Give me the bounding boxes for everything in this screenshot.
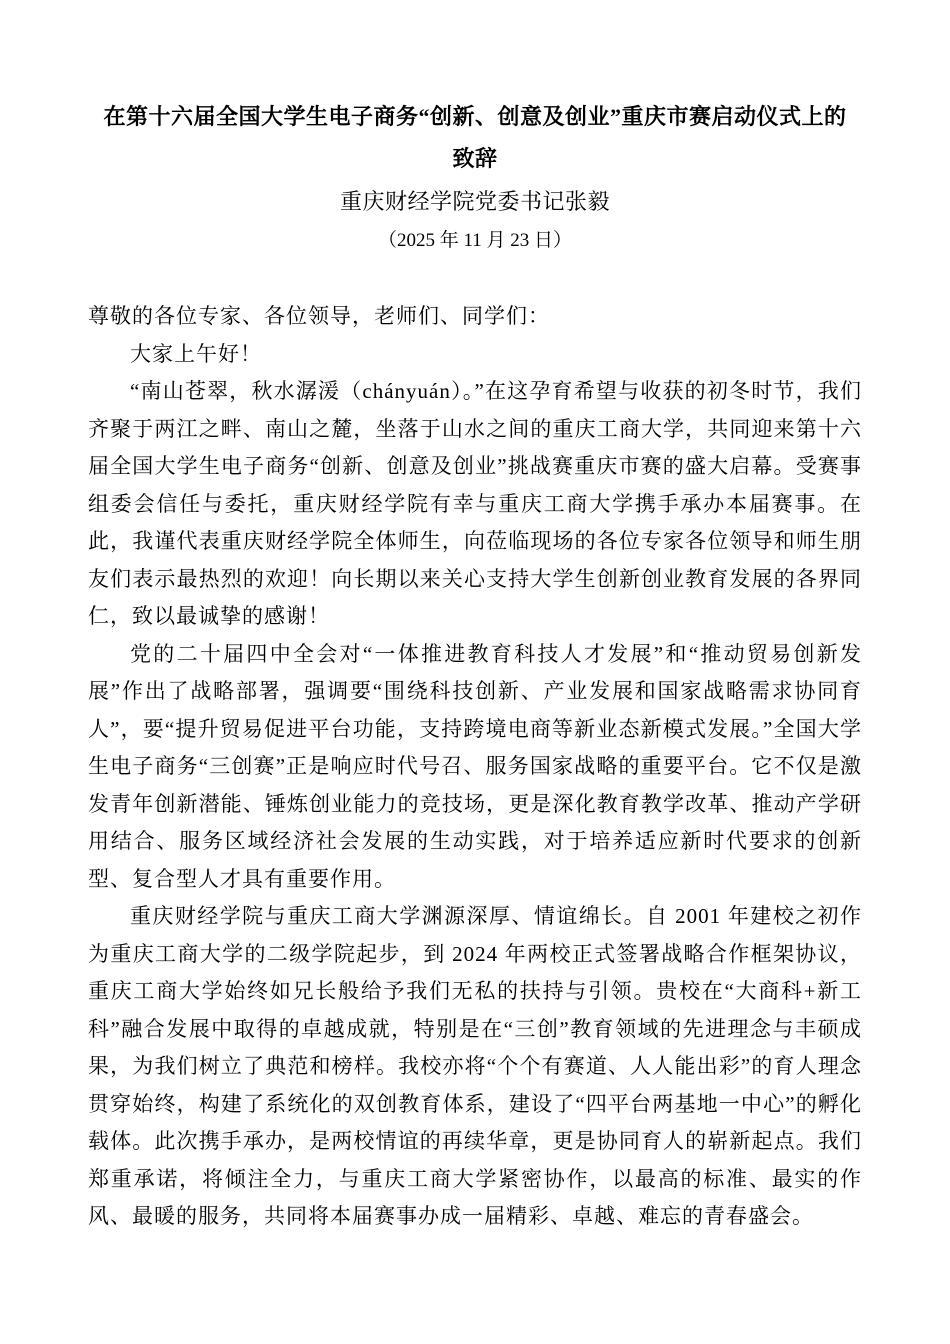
paragraph-opening-welcome: “南山苍翠，秋水潺湲（chányuán）。”在这孕育希望与收获的初冬时节，我们齐聚于两江之畔、南山之麓，坐落于山水之间的重庆工商大学，共同迎来第十六届全国大学生电子商务“创新、创意及创业”挑战赛重庆市赛的盛大启幕。受赛事组委会信任与委托，重庆财经学院有幸与重庆工商大学携手承办本届赛事。在此，我谨代表重庆财经学院全体师生，向莅临现场的各位专家各位领导和师生朋友们表示最热烈的欢迎！向长期以来关心支持大学生创新创业教育发展的各界同仁，致以最诚挚的感谢！: [88, 379, 862, 628]
document-author: 重庆财经学院党委书记张毅: [339, 189, 610, 214]
document-body: [88, 298, 862, 1236]
paragraph-policy-significance: 党的二十届四中全会对“一体推进教育科技人才发展”和“推动贸易创新发展”作出了战略部署，强调要“围绕科技创新、产业发展和国家战略需求协同育人”，要“提升贸易促进平台功能，支持跨境电商等新业态新模式发展。”全国大学生电子商务“三创赛”正是响应时代号召、服务国家战略的重要平台。它不仅是激发青年创新潜能、锤炼创业能力的竞技场，更是深化教育教学改革、推动产学研用结合、服务区域经济社会发展的生动实践，对于培养适应新时代要求的创新型、复合型人才具有重要作用。: [88, 641, 862, 891]
greeting-line: 大家上午好！: [130, 341, 262, 366]
paragraph-school-partnership: 重庆财经学院与重庆工商大学渊源深厚、情谊绵长。自 2001 年建校之初作为重庆工商大学的二级学院起步，到 2024 年两校正式签署战略合作框架协议，重庆工商大学始终如兄长般给予我们无私的扶持与引领。贵校在“大商科+新工科”融合发展中取得的卓越成就，特别是在“三创”教育领域的先进理念与丰硕成果，为我们树立了典范和榜样。我校亦将“个个有赛道、人人能出彩”的育人理念贯穿始终，构建了系统化的双创教育体系，建设了“四平台两基地一中心”的孵化载体。此次携手承办，是两校情谊的再续华章，更是协同育人的崭新起点。我们郑重承诺，将倾注全力，与重庆工商大学紧密协作，以最高的标准、最实的作风、最暖的服务，共同将本届赛事办成一届精彩、卓越、难忘的青春盛会。: [88, 904, 862, 1228]
document-title: 在第十六届全国大学生电子商务“创新、创意及创业”重庆市赛启动仪式上的致辞: [103, 104, 847, 171]
document-date: （2025 年 11 月 23 日）: [377, 230, 573, 251]
salutation-line: 尊敬的各位专家、各位领导，老师们、同学们：: [88, 304, 550, 328]
